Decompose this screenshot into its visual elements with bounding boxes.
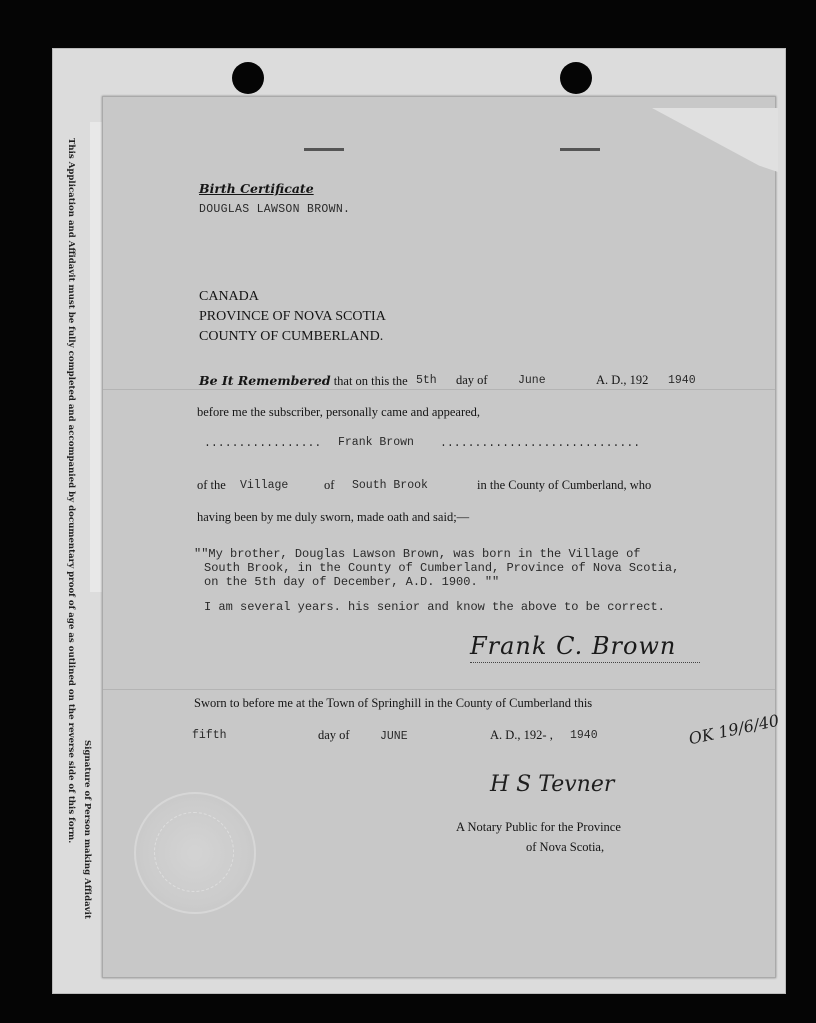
- residence-place-type: Village: [240, 479, 289, 492]
- remembered-day-of: day of: [456, 373, 488, 387]
- deponent-trailer: .............................: [440, 437, 641, 450]
- remembered-month: June: [518, 374, 546, 387]
- signature-line: [470, 662, 700, 664]
- notary-title-line-2: of Nova Scotia,: [526, 840, 605, 854]
- sworn-ad: A. D., 192- ,: [490, 728, 553, 742]
- residence-of: of: [324, 478, 335, 492]
- residence-place-name: South Brook: [352, 479, 428, 492]
- jurisdiction-province: PROVINCE OF NOVA SCOTIA: [199, 309, 386, 324]
- sworn-day: fifth: [192, 729, 227, 742]
- deponent-leader: .................: [204, 437, 322, 450]
- statement-closing: I am several years. his senior and know the above to be correct.: [204, 600, 665, 614]
- subject-name: DOUGLAS LAWSON BROWN.: [199, 203, 351, 216]
- staple-mark: [304, 148, 344, 151]
- seal-inner-ring: [154, 812, 234, 892]
- residence-county: in the County of Cumberland, who: [477, 478, 652, 492]
- statement-line-1: ""My brother, Douglas Lawson Brown, was born in the Village of: [194, 547, 641, 561]
- residence-of-the: of the: [197, 478, 226, 492]
- side-instruction-note: This Application and Affidavit must be fully completed and accompanied by documentary proof of age as outlined on the reverse side of this form.: [66, 138, 76, 844]
- sworn-day-of: day of: [318, 728, 350, 742]
- punch-hole-right: [560, 62, 592, 94]
- deponent-name: Frank Brown: [338, 436, 414, 449]
- staple-mark: [560, 148, 600, 151]
- jurisdiction-county: COUNTY OF CUMBERLAND.: [199, 329, 384, 344]
- deponent-signature: Frank C. Brown: [470, 632, 677, 660]
- certificate-title: Birth Certificate: [199, 181, 314, 196]
- remembered-day: 5th: [416, 374, 437, 387]
- sworn-month: JUNE: [380, 730, 408, 743]
- statement-line-3: on the 5th day of December, A.D. 1900. "": [204, 575, 500, 589]
- oath-text: having been by me duly sworn, made oath and said;—: [197, 510, 470, 524]
- remembered-year: 1940: [668, 374, 696, 387]
- sworn-text: Sworn to before me at the Town of Springhill in the County of Cumberland this: [194, 696, 593, 710]
- fold-line: [103, 389, 775, 390]
- notary-signature: H S Tevner: [490, 772, 615, 797]
- margin-initials: OK 19/6/40: [687, 710, 781, 749]
- notary-title-line-1: A Notary Public for the Province: [456, 820, 621, 834]
- remembered-ad-label: A. D., 192: [596, 373, 649, 387]
- remembered-lead: Be It Remembered that on this the: [199, 373, 408, 388]
- embossed-notary-seal: [134, 792, 256, 914]
- side-signature-label: Signature of Person making Affidavit: [82, 740, 92, 919]
- statement-line-2: South Brook, in the County of Cumberland, Province of Nova Scotia,: [204, 561, 680, 575]
- jurisdiction-country: CANADA: [199, 289, 259, 304]
- punch-hole-left: [232, 62, 264, 94]
- sworn-year: 1940: [570, 729, 598, 742]
- appeared-text: before me the subscriber, personally came and appeared,: [197, 405, 481, 419]
- fold-line: [103, 689, 775, 690]
